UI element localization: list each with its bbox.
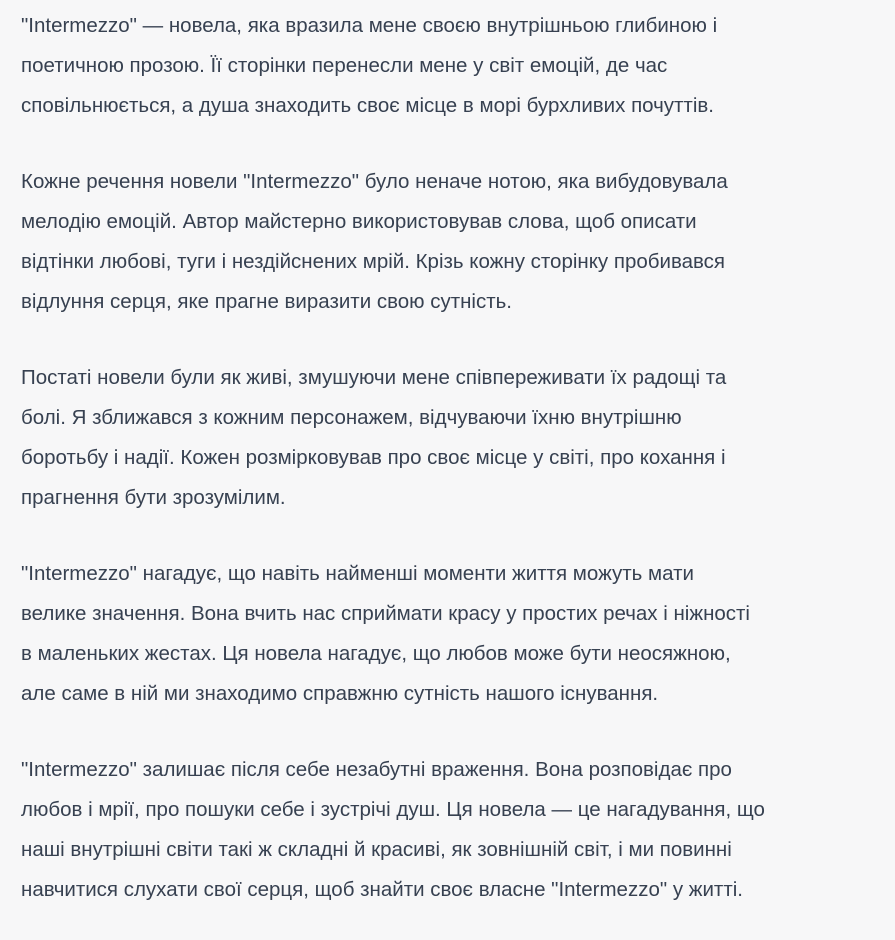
text-line: прагнення бути зрозумілим. (21, 486, 286, 509)
text-line: болі. Я зближався з кожним персонажем, відчуваючи їхню внутрішню (21, 406, 682, 429)
text-line: відлуння серця, яке прагне виразити свою сутність. (21, 290, 512, 313)
text-line: але саме в ній ми знаходимо справжню сутність нашого існування. (21, 682, 659, 705)
text-line: відтінки любові, туги і нездійснених мрій. Крізь кожну сторінку пробивався (21, 250, 726, 273)
text-line: боротьбу і надії. Кожен розмірковував про своє місце у світі, про кохання і (21, 446, 726, 469)
text-line: Кожне речення новели "Intermezzo" було неначе нотою, яка вибудовувала (21, 170, 728, 193)
text-line: "Intermezzo" нагадує, що навіть найменші моменти життя можуть мати (21, 562, 694, 585)
text-line: поетичною прозою. Її сторінки перенесли мене у світ емоцій, де час (21, 54, 668, 77)
paragraph (21, 358, 895, 518)
paragraph (21, 6, 895, 126)
text-line: наші внутрішні світи такі ж складні й красиві, як зовнішній світ, і ми повинні (21, 838, 732, 861)
paragraph (21, 162, 895, 322)
text-line: сповільнюється, а душа знаходить своє місце в морі бурхливих почуттів. (21, 94, 714, 117)
text-line: "Intermezzo" — новела, яка вразила мене своєю внутрішньою глибиною і (21, 14, 718, 37)
text-line: "Intermezzo" залишає після себе незабутні враження. Вона розповідає про (21, 758, 732, 781)
text-line: мелодію емоцій. Автор майстерно використовував слова, щоб описати (21, 210, 697, 233)
text-line: велике значення. Вона вчить нас сприймати красу у простих речах і ніжності (21, 602, 750, 625)
paragraph (21, 750, 895, 910)
text-line: Постаті новели були як живі, змушуючи мене співпереживати їх радощі та (21, 366, 727, 389)
paragraph (21, 554, 895, 714)
text-line: в маленьких жестах. Ця новела нагадує, що любов може бути неосяжною, (21, 642, 731, 665)
text-line: любов і мрії, про пошуки себе і зустрічі душ. Ця новела — це нагадування, що (21, 798, 765, 821)
text-line: навчитися слухати свої серця, щоб знайти своє власне "Intermezzo" у житті. (21, 878, 743, 901)
